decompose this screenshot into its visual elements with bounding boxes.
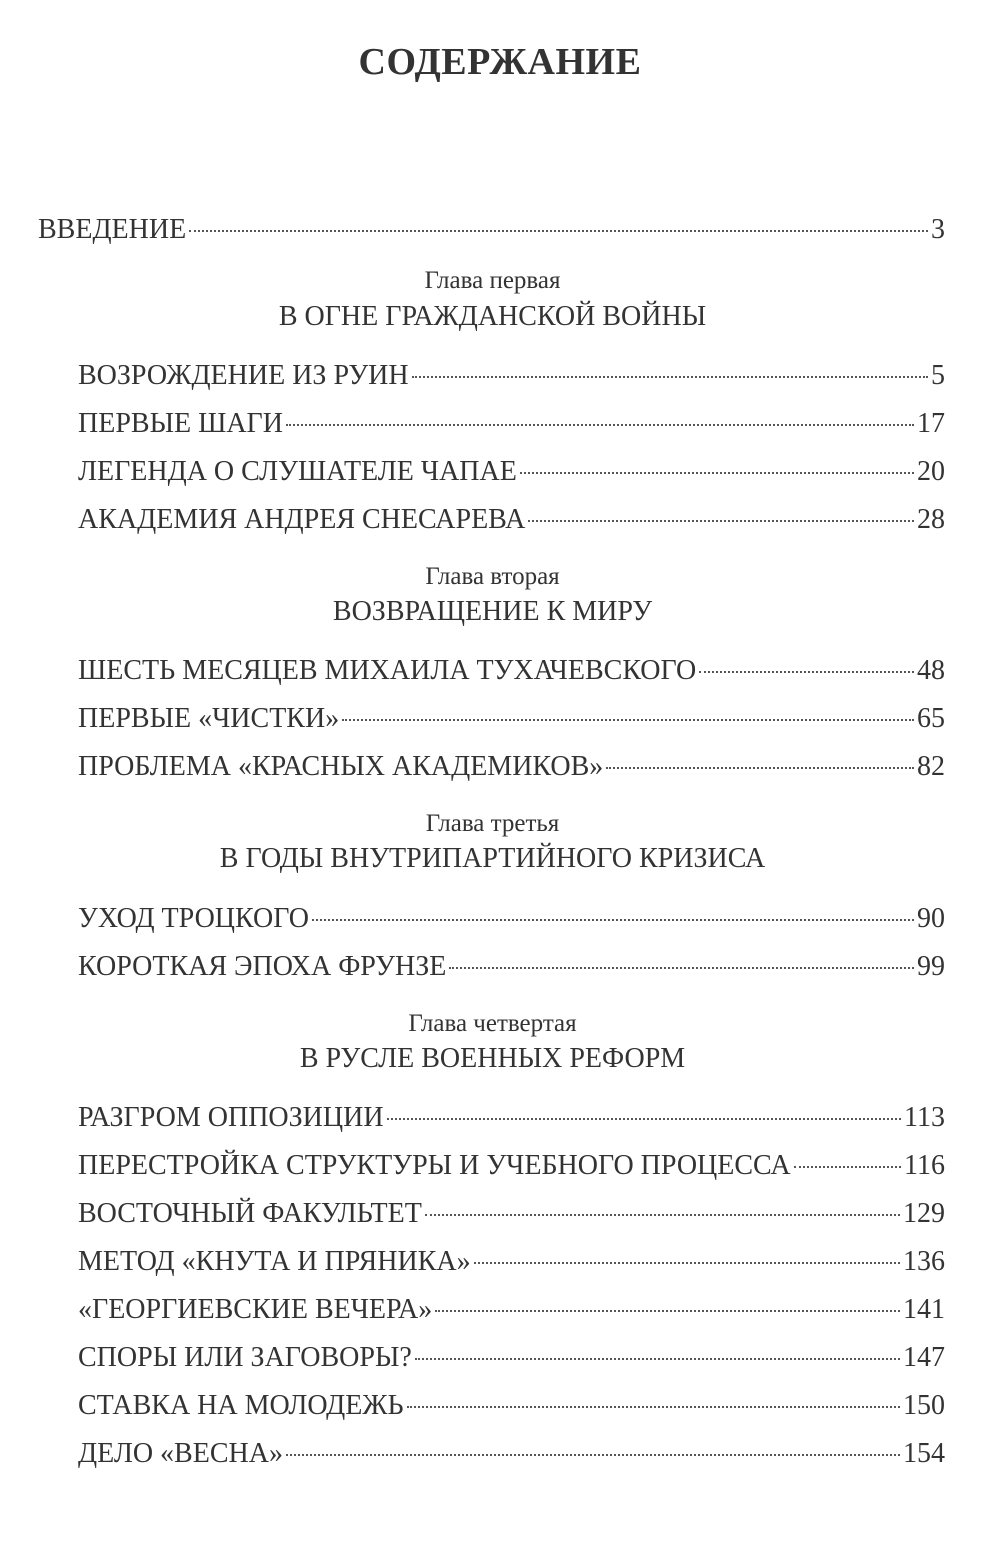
toc-entry[interactable] — [78, 454, 945, 490]
toc-entry-introduction[interactable] — [38, 212, 945, 248]
toc-entry[interactable] — [78, 653, 945, 689]
toc-entry-page: 113 — [904, 1102, 945, 1133]
toc-entry-page: 147 — [903, 1342, 945, 1373]
toc-entry-page: 116 — [904, 1150, 945, 1181]
chapter-title: В ГОДЫ ВНУТРИПАРТИЙНОГО КРИЗИСА — [219, 843, 766, 874]
dot-leader — [699, 671, 914, 673]
dot-leader — [794, 1166, 901, 1168]
toc-entry-title: АКАДЕМИЯ АНДРЕЯ СНЕСАРЕВА — [78, 504, 526, 535]
toc-entry-title: КОРОТКАЯ ЭПОХА ФРУНЗЕ — [78, 951, 447, 982]
toc-entry-page: 20 — [917, 456, 945, 487]
dot-leader — [520, 472, 914, 474]
toc-entry-title: СТАВКА НА МОЛОДЕЖЬ — [78, 1390, 404, 1421]
page-title: СОДЕРЖАНИЕ — [358, 41, 642, 83]
dot-leader — [407, 1406, 900, 1408]
dot-leader — [528, 520, 914, 522]
toc-entry-title: РАЗГРОМ ОППОЗИЦИИ — [78, 1102, 384, 1133]
toc-entry[interactable] — [78, 406, 945, 442]
toc-entry[interactable] — [78, 502, 945, 538]
dot-leader — [312, 919, 914, 921]
chapter-label: Глава третья — [425, 810, 560, 837]
chapter-label: Глава первая — [424, 267, 561, 294]
toc-entry[interactable] — [78, 701, 945, 737]
dot-leader — [435, 1310, 900, 1312]
toc-entry-page: 5 — [931, 360, 945, 391]
toc-entry-title: ДЕЛО «ВЕСНА» — [78, 1438, 283, 1469]
toc-entry[interactable] — [78, 1196, 945, 1232]
toc-entry[interactable] — [78, 1340, 945, 1376]
toc-entry-title: МЕТОД «КНУТА И ПРЯНИКА» — [78, 1246, 471, 1277]
toc-entry-page: 99 — [917, 951, 945, 982]
dot-leader — [425, 1214, 900, 1216]
toc-entry-title: ВОЗРОЖДЕНИЕ ИЗ РУИН — [78, 360, 409, 391]
toc-entry-page: 3 — [931, 214, 945, 245]
toc-entry[interactable] — [78, 358, 945, 394]
dot-leader — [286, 1454, 900, 1456]
toc-entry-page: 65 — [917, 703, 945, 734]
toc-entry-title: ПЕРВЫЕ «ЧИСТКИ» — [78, 703, 340, 734]
chapter-label: Глава вторая — [425, 563, 560, 590]
chapter-label: Глава четвертая — [408, 1010, 577, 1037]
toc-entry-title: «ГЕОРГИЕВСКИЕ ВЕЧЕРА» — [78, 1294, 433, 1325]
dot-leader — [286, 424, 914, 426]
toc-entry-title: ЛЕГЕНДА О СЛУШАТЕЛЕ ЧАПАЕ — [78, 456, 517, 487]
toc-entry-page: 136 — [903, 1246, 945, 1277]
toc-entry[interactable] — [78, 949, 945, 985]
toc-entry-title: СПОРЫ ИЛИ ЗАГОВОРЫ? — [78, 1342, 412, 1373]
toc-entry-page: 28 — [917, 504, 945, 535]
toc-entry-title: ПЕРВЫЕ ШАГИ — [78, 408, 283, 439]
toc-entry-page: 129 — [903, 1198, 945, 1229]
toc-entry-page: 48 — [917, 655, 945, 686]
toc-entry[interactable] — [78, 1436, 945, 1472]
dot-leader — [606, 767, 914, 769]
toc-entry-title: ПЕРЕСТРОЙКА СТРУКТУРЫ И УЧЕБНОГО ПРОЦЕССА — [78, 1150, 791, 1181]
dot-leader — [387, 1118, 901, 1120]
toc-entry-page: 17 — [917, 408, 945, 439]
dot-leader — [415, 1358, 900, 1360]
toc-entry-page: 82 — [917, 751, 945, 782]
toc-entry[interactable] — [78, 901, 945, 937]
toc-entry[interactable] — [78, 1244, 945, 1280]
toc-entry-title: ВОСТОЧНЫЙ ФАКУЛЬТЕТ — [78, 1198, 422, 1229]
toc-entry[interactable] — [78, 1388, 945, 1424]
chapter-title: В ОГНЕ ГРАЖДАНСКОЙ ВОЙНЫ — [278, 301, 707, 332]
toc-entry-page: 141 — [903, 1294, 945, 1325]
dot-leader — [342, 719, 914, 721]
toc-entry-page: 154 — [903, 1438, 945, 1469]
toc-entry-title: ПРОБЛЕМА «КРАСНЫХ АКАДЕМИКОВ» — [78, 751, 604, 782]
dot-leader — [189, 230, 928, 232]
toc-entry[interactable] — [78, 1292, 945, 1328]
toc-entry[interactable] — [78, 1100, 945, 1136]
toc-entry-page: 150 — [903, 1390, 945, 1421]
toc-entry[interactable] — [78, 1148, 945, 1184]
dot-leader — [412, 376, 928, 378]
toc-entry-page: 90 — [917, 903, 945, 934]
chapter-title: В РУСЛЕ ВОЕННЫХ РЕФОРМ — [299, 1043, 686, 1074]
chapter-title: ВОЗВРАЩЕНИЕ К МИРУ — [332, 596, 653, 627]
toc-entry-title: УХОД ТРОЦКОГО — [78, 903, 309, 934]
toc-entry-title: ВВЕДЕНИЕ — [38, 214, 187, 245]
dot-leader — [449, 967, 914, 969]
toc-entry-title: ШЕСТЬ МЕСЯЦЕВ МИХАИЛА ТУХАЧЕВСКОГО — [78, 655, 697, 686]
toc-entry[interactable] — [78, 749, 945, 785]
dot-leader — [474, 1262, 900, 1264]
